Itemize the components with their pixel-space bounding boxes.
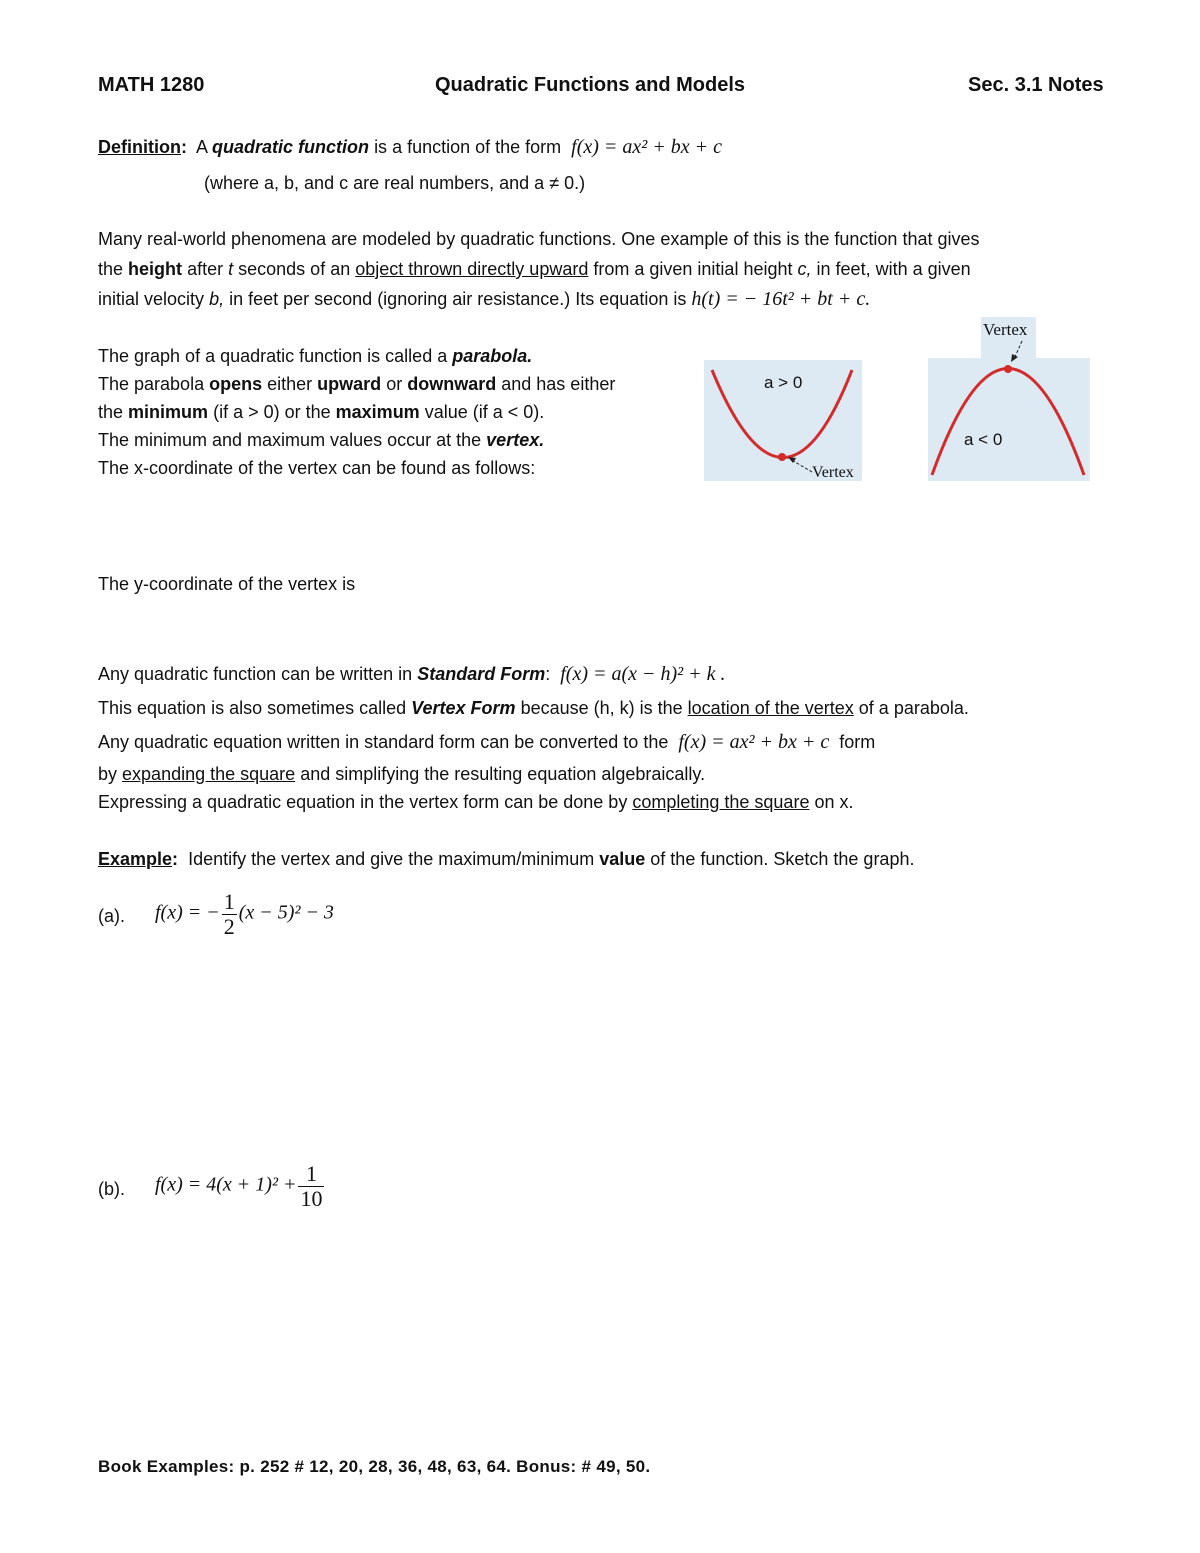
example-b-label: (b). <box>98 1179 125 1199</box>
standard-form-line-2: This equation is also sometimes called Vertex Form because (h, k) is the location of the vertex of a parabola. <box>98 698 969 718</box>
example-heading: Example: Identify the vertex and give the maximum/minimum value of the function. Sketch the graph. <box>98 849 915 869</box>
example-a-label: (a). <box>98 906 125 926</box>
definition-condition: (where a, b, and c are real numbers, and a ≠ 0.) <box>204 173 586 193</box>
example-label: Example <box>98 849 173 869</box>
parabola-line-5: The x-coordinate of the vertex can be found as follows: <box>98 458 536 478</box>
standard-form-line-1: Any quadratic function can be written in Standard Form: f(x) = a(x − h)² + k . <box>98 663 726 685</box>
definition-text-b: is a function of the form <box>374 137 562 157</box>
parabola-down-graphic <box>928 317 1090 481</box>
definition-text-a: A <box>196 137 208 157</box>
object-thrown-upward-text: object thrown directly upward <box>355 259 589 279</box>
a-greater-zero-label: a > 0 <box>764 373 803 392</box>
parabola-up-graphic <box>704 360 862 481</box>
definition-formula: f(x) = ax² + bx + c <box>571 136 723 158</box>
parabola-up-figure <box>704 360 862 481</box>
vertex-label-up: Vertex <box>812 464 854 481</box>
parabola-line-3: the minimum (if a > 0) or the maximum value (if a < 0). <box>98 402 545 422</box>
vertex-point <box>778 453 786 461</box>
y-coordinate-text: The y-coordinate of the vertex is <box>98 574 356 594</box>
parabola-term: parabola. <box>452 346 533 366</box>
example-a-equation: f(x) = − $\frac{1}{2}$ (x − 5)² − 3 <box>155 889 334 939</box>
height-term: height <box>128 259 183 279</box>
intro-line-1: Many real-world phenomena are modeled by quadratic functions. One example of this is the function that gives <box>98 229 980 249</box>
vertex-form-term: Vertex Form <box>411 698 516 718</box>
example-b-equation: f(x) = 4(x + 1)² + $\frac{1}{10}$ <box>155 1161 323 1211</box>
vertex-form-equation: f(x) = a(x − h)² + k . <box>560 663 726 685</box>
parabola-line-4: The minimum and maximum values occur at the vertex. <box>98 430 545 450</box>
course-code: MATH 1280 <box>98 74 205 96</box>
book-examples-footer: Book Examples: p. 252 # 12, 20, 28, 36, 48, 63, 64. Bonus: # 49, 50. <box>98 1457 651 1476</box>
standard-form-term: Standard Form <box>417 664 546 684</box>
standard-form-line-5: Expressing a quadratic equation in the vertex form can be done by completing the square on x. <box>98 792 854 812</box>
intro-line-3: initial velocity b, in feet per second (ignoring air resistance.) Its equation is h(t) = − 16t² + bt + c. <box>98 288 871 310</box>
parabola-line-1: The graph of a quadratic function is called a parabola. <box>98 346 533 366</box>
intro-line-2: the height after t seconds of an object thrown directly upward from a given initial height c, in feet, with a given <box>98 259 971 279</box>
vertex-point-down <box>1004 365 1012 373</box>
page-title: Quadratic Functions and Models <box>435 74 746 96</box>
vertex-label-down: Vertex <box>983 320 1028 339</box>
standard-form-line-3: Any quadratic equation written in standard form can be converted to the f(x) = ax² + bx + c form <box>98 731 876 753</box>
section-label: Sec. 3.1 Notes <box>968 74 1104 96</box>
definition-term: quadratic function <box>212 137 370 157</box>
standard-form-line-4: by expanding the square and simplifying the resulting equation algebraically. <box>98 764 706 784</box>
definition-line: Definition: A quadratic function is a function of the form f(x) = ax² + bx + c <box>98 136 723 158</box>
height-equation: h(t) = − 16t² + bt + c. <box>691 288 871 310</box>
general-form-equation: f(x) = ax² + bx + c <box>678 731 830 753</box>
downward-curve <box>932 369 1084 476</box>
parabola-line-2: The parabola opens either upward or downward and has either <box>98 374 616 394</box>
a-less-zero-label: a < 0 <box>964 430 1003 449</box>
definition-label: Definition <box>98 137 181 157</box>
